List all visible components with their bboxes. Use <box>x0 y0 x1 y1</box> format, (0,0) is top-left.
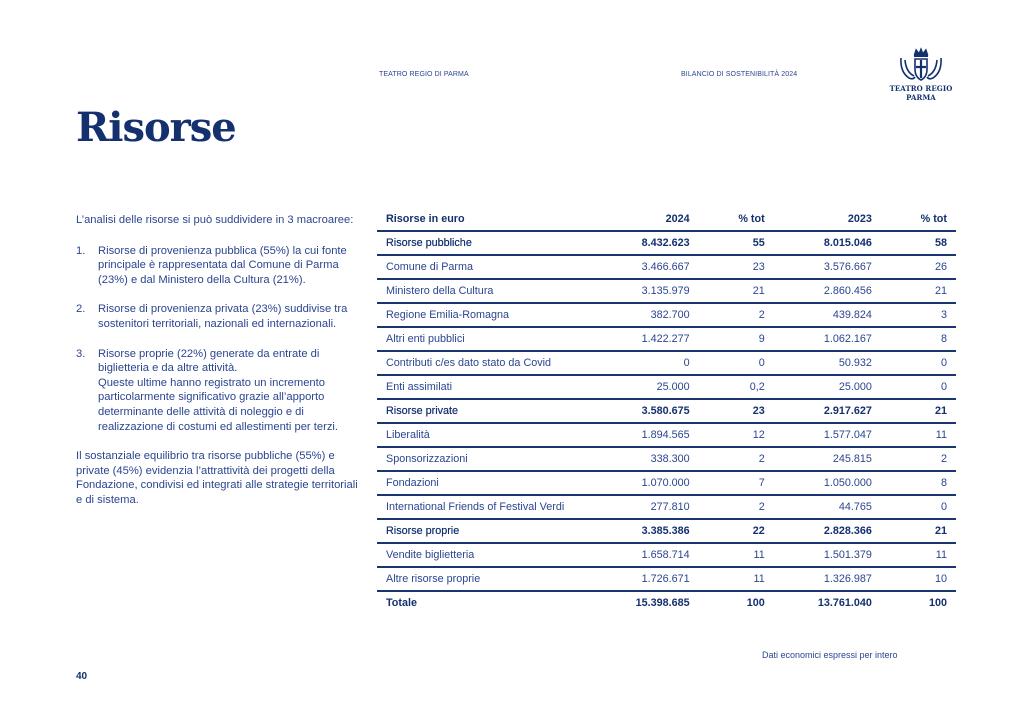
row-label: Regione Emilia-Romagna <box>377 303 591 327</box>
table-header-row <box>377 208 956 231</box>
value-2024: 1.726.671 <box>591 567 698 591</box>
list-text: Risorse di provenienza privata (23%) suddivise tra sostenitori territoriali, nazionali ed internazionali. <box>98 303 348 330</box>
table-row <box>377 327 956 351</box>
row-label: Totale <box>386 597 417 609</box>
pct-2024: 2 <box>699 303 774 327</box>
value-2023: 1.501.379 <box>774 543 881 567</box>
column-header-pct-2024: % tot <box>699 208 774 231</box>
pct-2024: 23 <box>699 255 774 279</box>
value-2023: 25.000 <box>774 375 881 399</box>
teatro-regio-logo <box>888 46 954 102</box>
row-label: Liberalità <box>377 423 591 447</box>
pct-2024: 55 <box>699 231 774 255</box>
intro-paragraph: L’analisi delle risorse si può suddividere in 3 macroaree: <box>76 214 354 226</box>
value-2024: 1.070.000 <box>591 471 698 495</box>
row-label: Sponsorizzazioni <box>377 447 591 471</box>
value-2024: 1.894.565 <box>591 423 698 447</box>
header-organization: TEATRO REGIO DI PARMA <box>379 71 469 78</box>
value-2023: 2.828.366 <box>774 519 881 543</box>
pct-2023: 8 <box>881 327 956 351</box>
pct-2024: 2 <box>699 447 774 471</box>
list-text-group <box>98 347 361 435</box>
value-2024: 338.300 <box>591 447 698 471</box>
pct-2023: 21 <box>881 279 956 303</box>
pct-2023: 11 <box>881 543 956 567</box>
table-row <box>377 567 956 591</box>
row-label: Risorse pubbliche <box>377 231 591 255</box>
page-number: 40 <box>76 671 88 682</box>
pct-2023: 26 <box>881 255 956 279</box>
value-2023: 50.932 <box>774 351 881 375</box>
value-2024: 3.385.386 <box>591 519 698 543</box>
row-label: Ministero della Cultura <box>377 279 591 303</box>
value-2024: 1.658.714 <box>591 543 698 567</box>
table-row <box>377 255 956 279</box>
value-2024: 277.810 <box>591 495 698 519</box>
table-row <box>377 375 956 399</box>
pct-2024: 11 <box>699 543 774 567</box>
pct-2024: 0,2 <box>699 375 774 399</box>
row-label: Vendite biglietteria <box>377 543 591 567</box>
closing-paragraph: Il sostanziale equilibrio tra risorse pubbliche (55%) e private (45%) evidenzia l’attrattività dei progetti della Fondazione, condivisi ed integrati alle strategie territoriali e di sistema. <box>76 450 358 506</box>
footnote: Dati economici espressi per intero <box>762 650 898 660</box>
pct-2024: 12 <box>699 423 774 447</box>
value-2023: 245.815 <box>774 447 881 471</box>
value-2023: 1.050.000 <box>774 471 881 495</box>
value-2024: 3.135.979 <box>591 279 698 303</box>
pct-2024: 2 <box>699 495 774 519</box>
resources-table <box>377 208 956 614</box>
value-2023: 13.761.040 <box>817 597 872 609</box>
column-header-pct-2023: % tot <box>881 208 956 231</box>
table-category-row <box>377 399 956 423</box>
value-2023: 1.062.167 <box>774 327 881 351</box>
pct-2023: 2 <box>881 447 956 471</box>
value-2023: 2.860.456 <box>774 279 881 303</box>
column-header-2024: 2024 <box>591 208 698 231</box>
header-report-title: BILANCIO DI SOSTENIBILITÀ 2024 <box>681 71 798 78</box>
column-header-label: Risorse in euro <box>377 208 591 231</box>
value-2023: 439.824 <box>774 303 881 327</box>
row-label: Risorse proprie <box>377 519 591 543</box>
value-2023: 44.765 <box>774 495 881 519</box>
row-label: Enti assimilati <box>377 375 591 399</box>
pct-2023: 8 <box>881 471 956 495</box>
row-label: Fondazioni <box>377 471 591 495</box>
value-2023: 8.015.046 <box>774 231 881 255</box>
table-row <box>377 471 956 495</box>
value-2023: 2.917.627 <box>774 399 881 423</box>
list-number: 1. <box>76 244 86 257</box>
pct-2024: 0 <box>699 351 774 375</box>
pct-2023: 0 <box>881 495 956 519</box>
pct-2023: 100 <box>928 597 947 609</box>
table-row <box>377 303 956 327</box>
pct-2023: 10 <box>881 567 956 591</box>
row-label: Risorse private <box>377 399 591 423</box>
value-2024: 3.466.667 <box>591 255 698 279</box>
list-text: Risorse proprie (22%) generate da entrate di biglietteria e da altre attività. <box>98 347 320 375</box>
pct-2023: 21 <box>881 399 956 423</box>
table-row <box>377 423 956 447</box>
table-total-row <box>377 591 956 614</box>
value-2023: 1.326.987 <box>774 567 881 591</box>
list-number: 2. <box>76 303 86 316</box>
value-2024: 8.432.623 <box>591 231 698 255</box>
value-2024: 1.422.277 <box>591 327 698 351</box>
value-2024: 3.580.675 <box>591 399 698 423</box>
pct-2023: 21 <box>881 519 956 543</box>
table-row <box>377 543 956 567</box>
row-label: International Friends of Festival Verdi <box>377 495 591 519</box>
page-title: Risorse <box>76 104 236 151</box>
list-text-continuation: Queste ultime hanno registrato un incremento particolarmente significativo grazie all’apporto determinante delle attività di noleggio e di realizzazione di costumi ed allestimenti per terzi. <box>98 376 339 433</box>
pct-2024: 22 <box>699 519 774 543</box>
pct-2024: 21 <box>699 279 774 303</box>
list-item <box>76 244 361 288</box>
table-category-row <box>377 519 956 543</box>
table-row <box>377 279 956 303</box>
table-row <box>377 495 956 519</box>
crowned-shield-crest-icon <box>897 46 945 84</box>
pct-2023: 11 <box>881 423 956 447</box>
pct-2023: 0 <box>881 351 956 375</box>
pct-2024: 100 <box>746 597 765 609</box>
pct-2023: 58 <box>881 231 956 255</box>
list-number: 3. <box>76 347 86 360</box>
column-header-2023: 2023 <box>774 208 881 231</box>
list-item <box>76 302 361 331</box>
table-row <box>377 351 956 375</box>
value-2024: 25.000 <box>591 375 698 399</box>
pct-2023: 0 <box>881 375 956 399</box>
pct-2024: 23 <box>699 399 774 423</box>
table-row <box>377 447 956 471</box>
value-2024: 382.700 <box>591 303 698 327</box>
pct-2024: 7 <box>699 471 774 495</box>
value-2023: 1.577.047 <box>774 423 881 447</box>
row-label: Altre risorse proprie <box>377 567 591 591</box>
row-label: Altri enti pubblici <box>377 327 591 351</box>
value-2024: 0 <box>591 351 698 375</box>
pct-2024: 11 <box>699 567 774 591</box>
logo-text-line1: TEATRO REGIO <box>889 84 953 93</box>
row-label: Contributi c/es dato stato da Covid <box>377 351 591 375</box>
pct-2024: 9 <box>699 327 774 351</box>
body-text <box>76 213 361 508</box>
list-item <box>76 347 361 435</box>
list-text: Risorse di provenienza pubblica (55%) la cui fonte principale è rappresentata dal Comune di Parma (23%) e dal Ministero della Cultura (21%). <box>98 244 347 286</box>
value-2024: 15.398.685 <box>635 597 690 609</box>
logo-text-line2: PARMA <box>906 93 936 102</box>
value-2023: 3.576.667 <box>774 255 881 279</box>
pct-2023: 3 <box>881 303 956 327</box>
row-label: Comune di Parma <box>377 255 591 279</box>
table-category-row <box>377 231 956 255</box>
